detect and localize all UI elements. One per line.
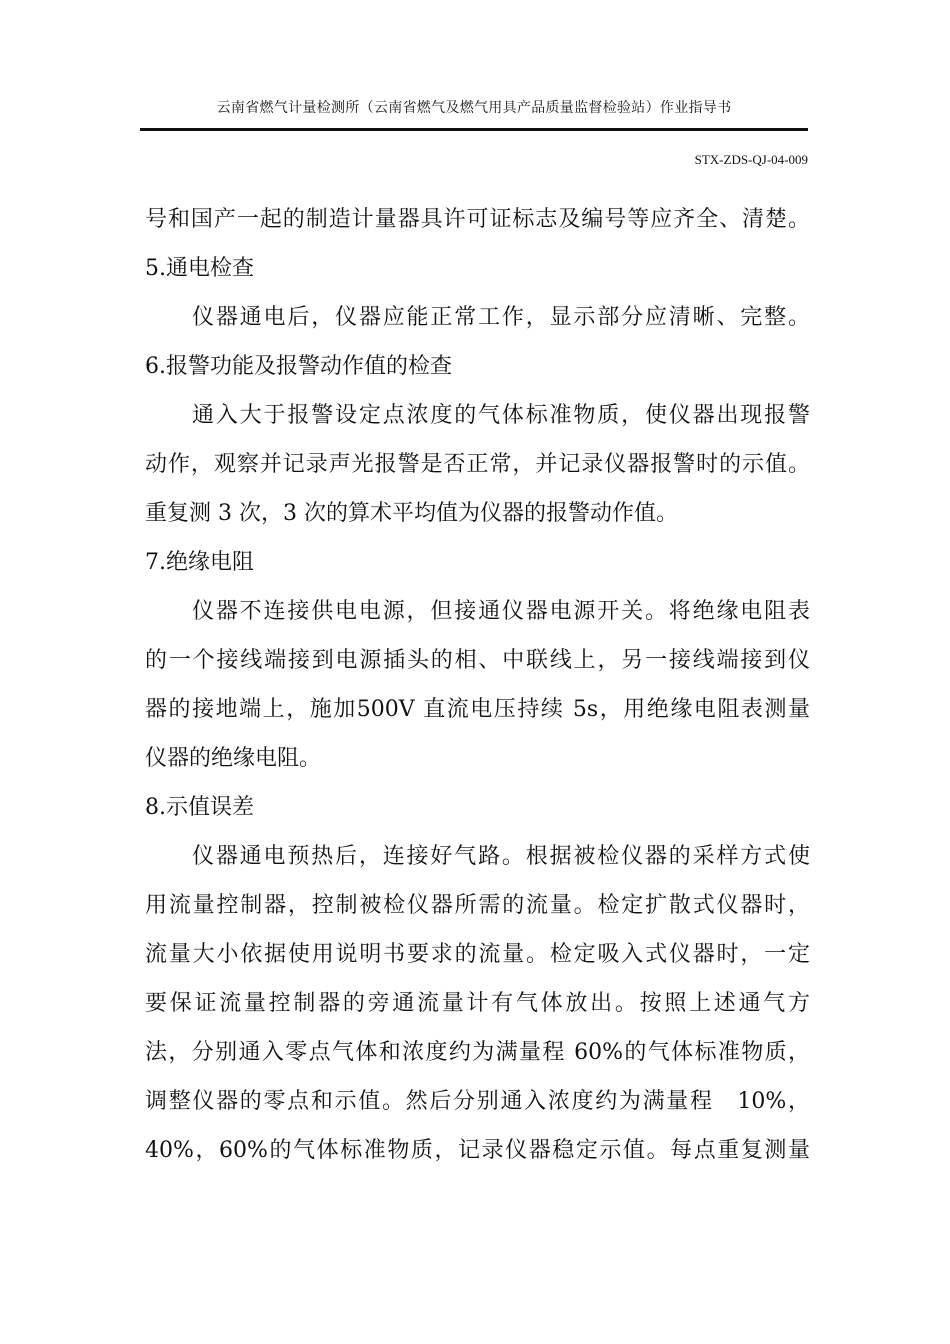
document-body: [145, 195, 810, 1175]
body-line: 的一个接线端接到电源插头的相、中联线上，另一接线端接到仪: [145, 648, 810, 673]
body-line: 法，分别通入零点气体和浓度约为满量程 60%的气体标准物质，: [145, 1040, 810, 1065]
body-line: 器的接地端上，施加500V 直流电压持续 5s，用绝缘电阻表测量: [145, 697, 810, 722]
body-line: 仪器通电后，仪器应能正常工作，显示部分应清晰、完整。: [192, 305, 810, 330]
body-line: 号和国产一起的制造计量器具许可证标志及编号等应齐全、清楚。: [145, 207, 810, 232]
section-heading-5: 5.通电检查: [145, 256, 254, 281]
section-heading-8: 8.示值误差: [145, 795, 254, 820]
page-header: [140, 96, 808, 131]
body-line: 重复测 3 次，3 次的算术平均值为仪器的报警动作值。: [145, 501, 678, 526]
header-title: 云南省燃气计量检测所（云南省燃气及燃气用具产品质量监督检验站）作业指导书: [216, 100, 732, 116]
body-line: 调整仪器的零点和示值。然后分别通入浓度约为满量程 10%，: [145, 1089, 810, 1114]
header-divider: [140, 128, 808, 131]
body-line: 要保证流量控制器的旁通流量计有气体放出。按照上述通气方: [145, 991, 810, 1016]
body-line: 40%，60%的气体标准物质，记录仪器稳定示值。每点重复测量: [145, 1138, 810, 1163]
section-heading-7: 7.绝缘电阻: [145, 550, 254, 575]
body-line: 仪器通电预热后，连接好气路。根据被检仪器的采样方式使: [192, 844, 810, 869]
body-line: 动作，观察并记录声光报警是否正常，并记录仪器报警时的示值。: [145, 452, 810, 477]
body-line: 仪器的绝缘电阻。: [145, 746, 322, 771]
body-line: 流量大小依据使用说明书要求的流量。检定吸入式仪器时，一定: [145, 942, 810, 967]
body-line: 用流量控制器，控制被检仪器所需的流量。检定扩散式仪器时，: [145, 893, 810, 918]
body-line: 仪器不连接供电电源，但接通仪器电源开关。将绝缘电阻表: [192, 599, 810, 624]
body-line: 通入大于报警设定点浓度的气体标准物质，使仪器出现报警: [192, 403, 810, 428]
section-heading-6: 6.报警功能及报警动作值的检查: [145, 354, 452, 379]
document-code: STX-ZDS-QJ-04-009: [694, 152, 808, 167]
